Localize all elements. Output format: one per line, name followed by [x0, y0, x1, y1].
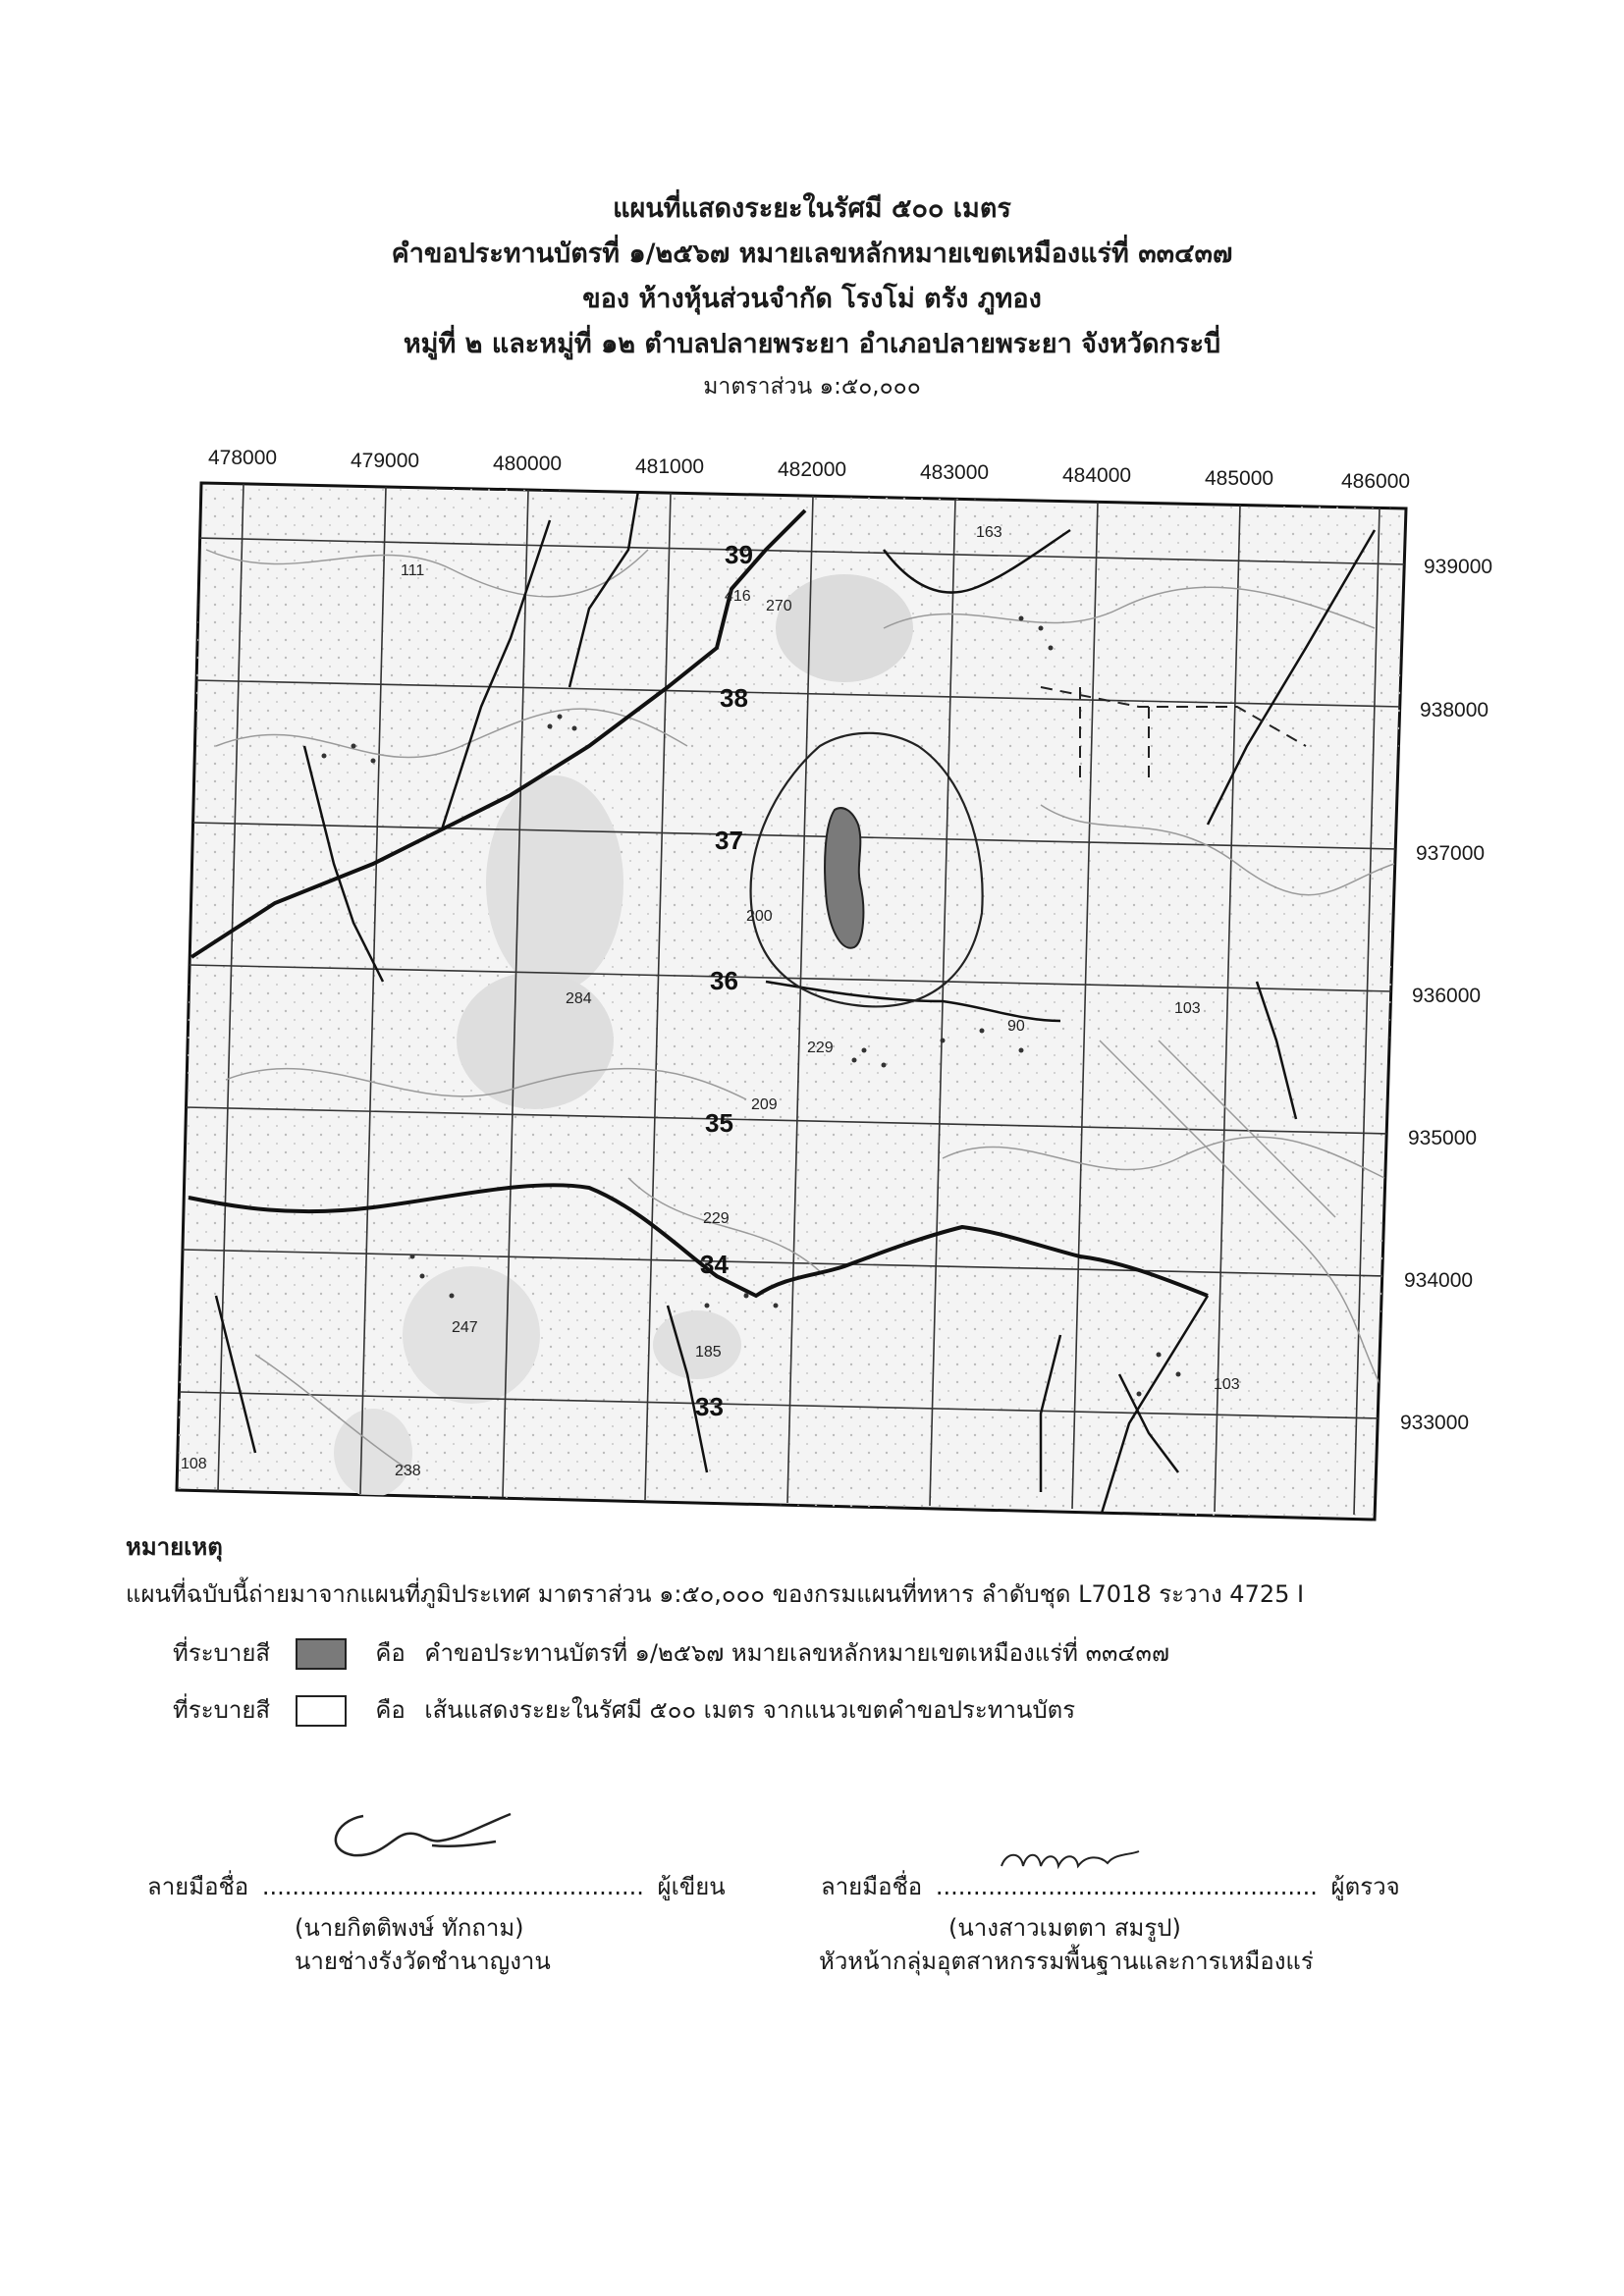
- easting-label: 486000: [1341, 470, 1411, 493]
- legend-is: คือ: [375, 1639, 406, 1667]
- svg-text:35: 35: [705, 1108, 733, 1138]
- signature-dots: ...................................................: [261, 1873, 644, 1900]
- svg-text:38: 38: [720, 683, 748, 713]
- northing-label: 938000: [1420, 699, 1489, 721]
- writer-signature-mark: [314, 1796, 530, 1875]
- svg-text:111: 111: [401, 562, 425, 579]
- svg-text:238: 238: [395, 1463, 421, 1479]
- svg-text:284: 284: [566, 990, 592, 1007]
- svg-text:103: 103: [1214, 1376, 1240, 1393]
- svg-text:90: 90: [1007, 1018, 1025, 1035]
- legend-item-buffer: [173, 1690, 1075, 1729]
- easting-label: 480000: [493, 453, 563, 475]
- northing-label: 935000: [1408, 1127, 1478, 1149]
- svg-text:209: 209: [751, 1096, 778, 1113]
- hill-relief: [776, 574, 913, 682]
- northing-label: 933000: [1400, 1412, 1470, 1434]
- easting-label: 479000: [351, 450, 420, 472]
- title-line-1: แผนที่แสดงระยะในรัศมี ๕๐๐ เมตร: [613, 193, 1011, 224]
- svg-text:103: 103: [1174, 1000, 1201, 1017]
- svg-text:247: 247: [452, 1319, 478, 1336]
- northing-label: 937000: [1416, 842, 1486, 865]
- svg-text:37: 37: [715, 826, 743, 855]
- svg-text:270: 270: [766, 598, 792, 614]
- easting-label: 484000: [1062, 464, 1132, 487]
- map-scale: มาตราส่วน ๑:๕๐,๐๐๐: [703, 374, 921, 400]
- signature-role: ผู้เขียน: [657, 1873, 726, 1900]
- svg-text:185: 185: [695, 1344, 722, 1361]
- signature-label: ลายมือชื่อ: [147, 1873, 249, 1900]
- inspector-position: หัวหน้ากลุ่มอุตสาหกรรมพื้นฐานและการเหมืองแร่: [819, 1948, 1314, 1975]
- easting-label: 483000: [920, 461, 990, 484]
- writer-name: (นายกิตติพงษ์ ทักถาม): [295, 1914, 524, 1942]
- legend-text: เส้นแสดงระยะในรัศมี ๕๐๐ เมตร จากแนวเขตคำขอประทานบัตร: [424, 1696, 1076, 1724]
- easting-label: 485000: [1205, 467, 1274, 490]
- title-line-3: ของ ห้างหุ้นส่วนจำกัด โรงโม่ ตรัง ภูทอง: [582, 284, 1042, 314]
- svg-text:200: 200: [746, 908, 773, 925]
- writer-position: นายช่างรังวัดชำนาญงาน: [295, 1948, 551, 1975]
- legend-label: ที่ระบายสี: [173, 1696, 271, 1724]
- signature-dots: ...................................................: [935, 1873, 1318, 1900]
- svg-text:229: 229: [703, 1210, 730, 1227]
- inspector-name: (นางสาวเมตตา สมรูป): [948, 1914, 1181, 1942]
- hill-relief: [486, 775, 623, 991]
- svg-text:163: 163: [976, 524, 1002, 541]
- easting-label: 481000: [635, 455, 705, 478]
- svg-text:33: 33: [695, 1392, 724, 1421]
- northing-label: 936000: [1412, 985, 1482, 1007]
- title-line-4: หมู่ที่ ๒ และหมู่ที่ ๑๒ ตำบลปลายพระยา อำเภอปลายพระยา จังหวัดกระบี่: [403, 329, 1221, 359]
- svg-text:34: 34: [700, 1250, 729, 1279]
- svg-text:416: 416: [725, 588, 751, 605]
- legend-text: คำขอประทานบัตรที่ ๑/๒๕๖๗ หมายเลขหลักหมายเขตเหมืองแร่ที่ ๓๓๔๓๗: [424, 1639, 1170, 1667]
- title-line-2: คำขอประทานบัตรที่ ๑/๒๕๖๗ หมายเลขหลักหมายเขตเหมืองแร่ที่ ๓๓๔๓๗: [391, 239, 1233, 269]
- svg-text:108: 108: [181, 1456, 207, 1472]
- easting-label: 478000: [208, 447, 278, 469]
- svg-text:39: 39: [725, 540, 753, 569]
- legend-is: คือ: [375, 1696, 406, 1724]
- signature-role: ผู้ตรวจ: [1330, 1873, 1400, 1900]
- easting-label: 482000: [778, 458, 847, 481]
- buffer-swatch: [296, 1695, 347, 1727]
- map-source-note: แผนที่ฉบับนี้ถ่ายมาจากแผนที่ภูมิประเทศ มาตราส่วน ๑:๕๐,๐๐๐ ของกรมแผนที่ทหาร ลำดับชุด L7018 ระวาง 4725 I: [126, 1580, 1305, 1608]
- signature-label: ลายมือชื่อ: [821, 1873, 923, 1900]
- northing-label: 939000: [1424, 556, 1493, 578]
- concession-swatch: [296, 1638, 347, 1670]
- legend-item-concession: [173, 1633, 1169, 1672]
- northing-label: 934000: [1404, 1269, 1474, 1292]
- svg-text:36: 36: [710, 966, 738, 995]
- legend-label: ที่ระบายสี: [173, 1639, 271, 1667]
- svg-text:229: 229: [807, 1040, 834, 1056]
- legend-heading: หมายเหตุ: [126, 1533, 223, 1561]
- inspector-signature-mark: [992, 1842, 1168, 1881]
- hill-relief: [334, 1409, 412, 1497]
